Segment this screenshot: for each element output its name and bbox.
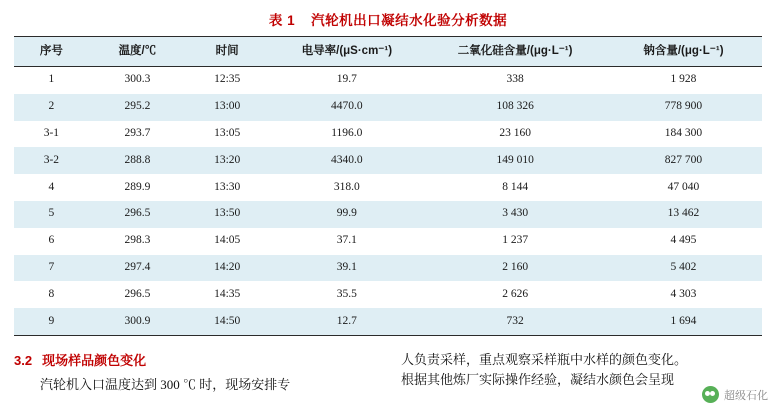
column-header-sodium: 钠含量/(μg·L⁻¹)	[605, 37, 762, 67]
cell-index: 5	[14, 201, 89, 228]
table-row	[14, 147, 762, 174]
cell-conductivity: 37.1	[268, 228, 425, 255]
left-column	[14, 350, 375, 395]
column-header-index: 序号	[14, 37, 89, 67]
cell-silica: 2 626	[425, 281, 605, 308]
two-column-body	[0, 350, 776, 395]
cell-sodium: 778 900	[605, 94, 762, 121]
cell-silica: 8 144	[425, 174, 605, 201]
watermark	[702, 386, 768, 403]
cell-sodium: 184 300	[605, 121, 762, 148]
cell-silica: 2 160	[425, 255, 605, 282]
cell-index: 9	[14, 308, 89, 335]
column-header-conductivity: 电导率/(μS·cm⁻¹)	[268, 37, 425, 67]
cell-temperature: 289.9	[89, 174, 186, 201]
cell-index: 6	[14, 228, 89, 255]
section-heading	[14, 350, 375, 369]
cell-time: 14:05	[186, 228, 268, 255]
cell-index: 8	[14, 281, 89, 308]
table-caption-number: 表 1	[268, 13, 296, 28]
cell-sodium: 47 040	[605, 174, 762, 201]
table-body	[14, 66, 762, 335]
cell-sodium: 4 495	[605, 228, 762, 255]
cell-index: 1	[14, 66, 89, 93]
cell-sodium: 5 402	[605, 255, 762, 282]
cell-time: 13:30	[186, 174, 268, 201]
cell-index: 3-2	[14, 147, 89, 174]
column-header-temperature: 温度/℃	[89, 37, 186, 67]
right-paragraph-2: 根据其他炼厂实际操作经验，凝结水颜色会呈现	[401, 372, 675, 388]
cell-silica: 3 430	[425, 201, 605, 228]
cell-conductivity: 318.0	[268, 174, 425, 201]
cell-time: 13:05	[186, 121, 268, 148]
right-paragraph-1: 人负责采样，重点观察采样瓶中水样的颜色变化。	[401, 351, 688, 367]
table-row	[14, 281, 762, 308]
table-row	[14, 201, 762, 228]
cell-conductivity: 39.1	[268, 255, 425, 282]
cell-sodium: 1 928	[605, 66, 762, 93]
column-header-silica: 二氧化硅含量/(μg·L⁻¹)	[425, 37, 605, 67]
cell-sodium: 827 700	[605, 147, 762, 174]
cell-index: 3-1	[14, 121, 89, 148]
cell-temperature: 293.7	[89, 121, 186, 148]
cell-time: 14:35	[186, 281, 268, 308]
section-number: 3.2	[14, 352, 33, 368]
cell-conductivity: 4470.0	[268, 94, 425, 121]
cell-temperature: 288.8	[89, 147, 186, 174]
cell-time: 13:00	[186, 94, 268, 121]
cell-silica: 338	[425, 66, 605, 93]
table-caption-text: 汽轮机出口凝结水化验分析数据	[311, 13, 508, 28]
cell-silica: 108 326	[425, 94, 605, 121]
cell-temperature: 298.3	[89, 228, 186, 255]
analysis-data-table	[14, 36, 762, 336]
cell-conductivity: 1196.0	[268, 121, 425, 148]
cell-silica: 149 010	[425, 147, 605, 174]
cell-index: 2	[14, 94, 89, 121]
cell-silica: 1 237	[425, 228, 605, 255]
cell-time: 12:35	[186, 66, 268, 93]
table-row	[14, 94, 762, 121]
table-row	[14, 228, 762, 255]
cell-conductivity: 12.7	[268, 308, 425, 335]
table-row	[14, 308, 762, 335]
watermark-label: 超级石化	[724, 389, 768, 402]
cell-conductivity: 35.5	[268, 281, 425, 308]
table-header-row	[14, 37, 762, 67]
cell-temperature: 300.9	[89, 308, 186, 335]
table-row	[14, 66, 762, 93]
cell-temperature: 295.2	[89, 94, 186, 121]
cell-silica: 732	[425, 308, 605, 335]
cell-time: 13:50	[186, 201, 268, 228]
cell-sodium: 4 303	[605, 281, 762, 308]
cell-conductivity: 19.7	[268, 66, 425, 93]
table-caption	[0, 0, 776, 36]
cell-time: 13:20	[186, 147, 268, 174]
cell-sodium: 13 462	[605, 201, 762, 228]
cell-conductivity: 99.9	[268, 201, 425, 228]
cell-silica: 23 160	[425, 121, 605, 148]
cell-sodium: 1 694	[605, 308, 762, 335]
table-row	[14, 255, 762, 282]
cell-conductivity: 4340.0	[268, 147, 425, 174]
cell-index: 7	[14, 255, 89, 282]
cell-temperature: 300.3	[89, 66, 186, 93]
column-header-time: 时间	[186, 37, 268, 67]
section-title: 现场样品颜色变化	[42, 352, 147, 368]
table-row	[14, 121, 762, 148]
cell-time: 14:50	[186, 308, 268, 335]
cell-temperature: 296.5	[89, 281, 186, 308]
left-paragraph: 汽轮机入口温度达到 300 ℃ 时，现场安排专	[40, 376, 291, 392]
cell-index: 4	[14, 174, 89, 201]
table-row	[14, 174, 762, 201]
cell-temperature: 296.5	[89, 201, 186, 228]
cell-time: 14:20	[186, 255, 268, 282]
chat-bubble-icon	[702, 386, 719, 403]
cell-temperature: 297.4	[89, 255, 186, 282]
